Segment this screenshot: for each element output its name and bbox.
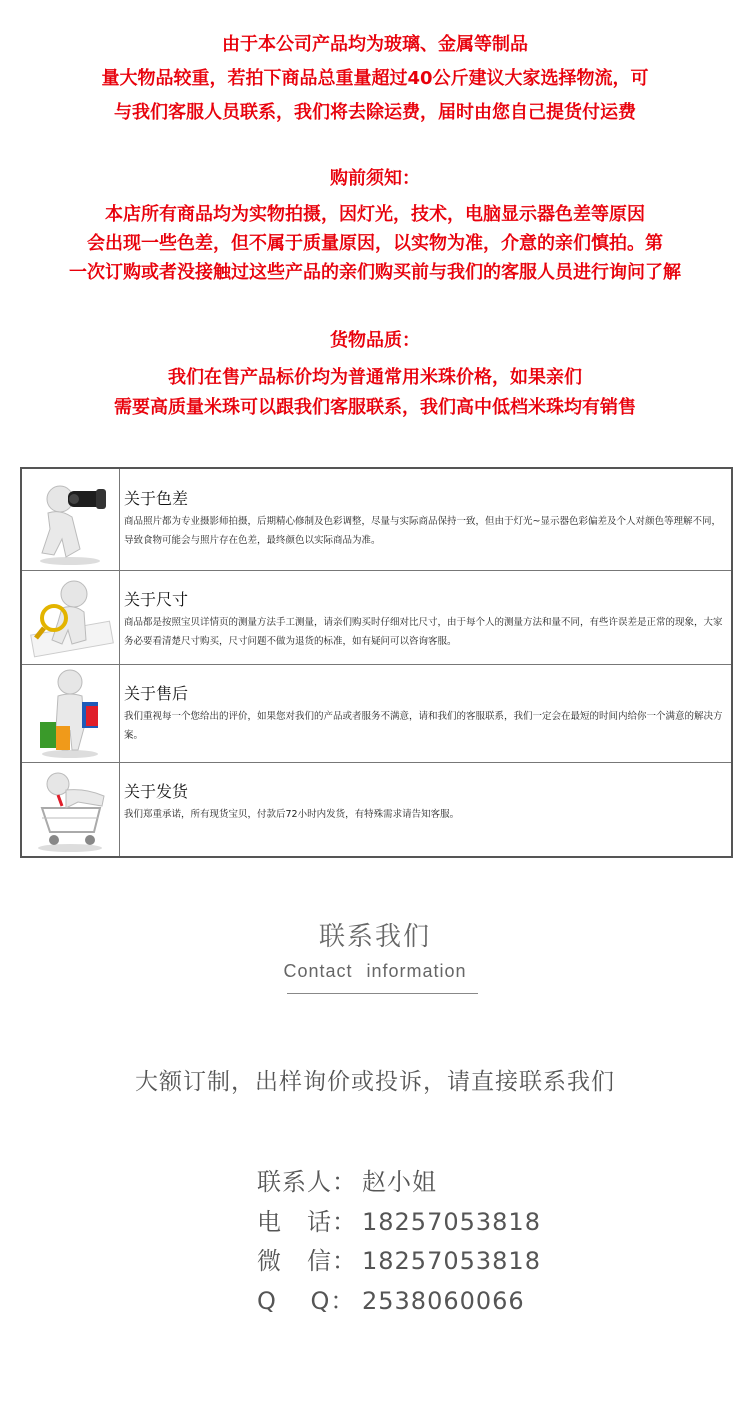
quality-heading: 货物品质： xyxy=(330,330,420,351)
faq-description: 我们郑重承诺，所有现货宝贝，付款后72小时内发货，有特殊需求请告知客服。 xyxy=(124,809,460,820)
quality-line: 我们在售产品标价均为普通常用米珠价格，如果亲们 xyxy=(168,367,582,388)
contact-value: 18257053818 xyxy=(362,1208,541,1236)
contact-subtitle: Contact information xyxy=(283,961,467,981)
contact-qq xyxy=(257,1281,525,1316)
divider xyxy=(287,993,478,994)
contact-label: 电 话： xyxy=(257,1208,357,1236)
faq-row-aftersale xyxy=(22,664,731,763)
shopping-bags-figure-icon xyxy=(22,664,120,762)
purchase-notice-line: 会出现一些色差，但不属于质量原因，以实物为准，介意的亲们慎拍。第 xyxy=(87,233,663,254)
faq-row-size xyxy=(22,570,731,665)
contact-label: 微 信： xyxy=(257,1247,357,1275)
contact-wechat xyxy=(257,1241,541,1276)
faq-description: 商品照片都为专业摄影师拍摄，后期精心修制及色彩调整，尽量与实际商品保持一致，但由于灯光~显示器色彩偏差及个人对颜色等理解不同，导致食物可能会与照片存在色差，最终颜色以实际商品为准。 xyxy=(124,516,721,546)
contact-value: 2538060066 xyxy=(362,1287,525,1315)
faq-description: 我们重视每一个您给出的评价，如果您对我们的产品或者服务不满意，请和我们的客服联系，我们一定会在最短的时间内给你一个满意的解决方案。 xyxy=(124,711,723,741)
notice-line: 由于本公司产品均为玻璃、金属等制品 xyxy=(222,34,528,55)
camera-figure-icon xyxy=(22,469,120,570)
contact-label: 联系人： xyxy=(257,1168,357,1196)
faq-description: 商品都是按照宝贝详情页的测量方法手工测量，请亲们购买时仔细对比尺寸，由于每个人的测量方法和量不同，有些许误差是正常的现象，大家务必要看清楚尺寸购买，尺寸问题不做为退货的标准，如有疑问可以咨询客服。 xyxy=(124,617,723,647)
faq-title: 关于色差 xyxy=(124,489,189,508)
faq-title: 关于售后 xyxy=(124,684,189,703)
faq-title: 关于尺寸 xyxy=(124,590,189,609)
contact-label: Q Q： xyxy=(257,1287,356,1315)
faq-row-shipping xyxy=(22,762,731,856)
notice-line: 量大物品较重，若拍下商品总重量超过40公斤建议大家选择物流，可 xyxy=(101,68,649,89)
faq-table xyxy=(20,467,733,858)
purchase-notice-line: 本店所有商品均为实物拍摄，因灯光，技术，电脑显示器色差等原因 xyxy=(105,204,645,225)
purchase-notice-heading: 购前须知： xyxy=(330,168,420,189)
contact-value: 18257053818 xyxy=(362,1247,541,1275)
contact-value: 赵小姐 xyxy=(362,1168,437,1196)
contact-cta: 大额订制，出样询价或投诉，请直接联系我们 xyxy=(135,1069,615,1095)
notice-line: 与我们客服人员联系，我们将去除运费，届时由您自己提货付运费 xyxy=(114,102,636,123)
contact-phone xyxy=(257,1202,541,1237)
faq-title: 关于发货 xyxy=(124,782,189,801)
shopping-cart-figure-icon xyxy=(22,762,120,856)
magnifier-ruler-figure-icon xyxy=(22,570,120,664)
quality-line: 需要高质量米珠可以跟我们客服联系，我们高中低档米珠均有销售 xyxy=(114,397,636,418)
contact-person xyxy=(257,1162,437,1197)
purchase-notice-line: 一次订购或者没接触过这些产品的亲们购买前与我们的客服人员进行询问了解 xyxy=(69,262,681,283)
faq-row-color xyxy=(22,469,731,571)
contact-title: 联系我们 xyxy=(318,922,431,952)
